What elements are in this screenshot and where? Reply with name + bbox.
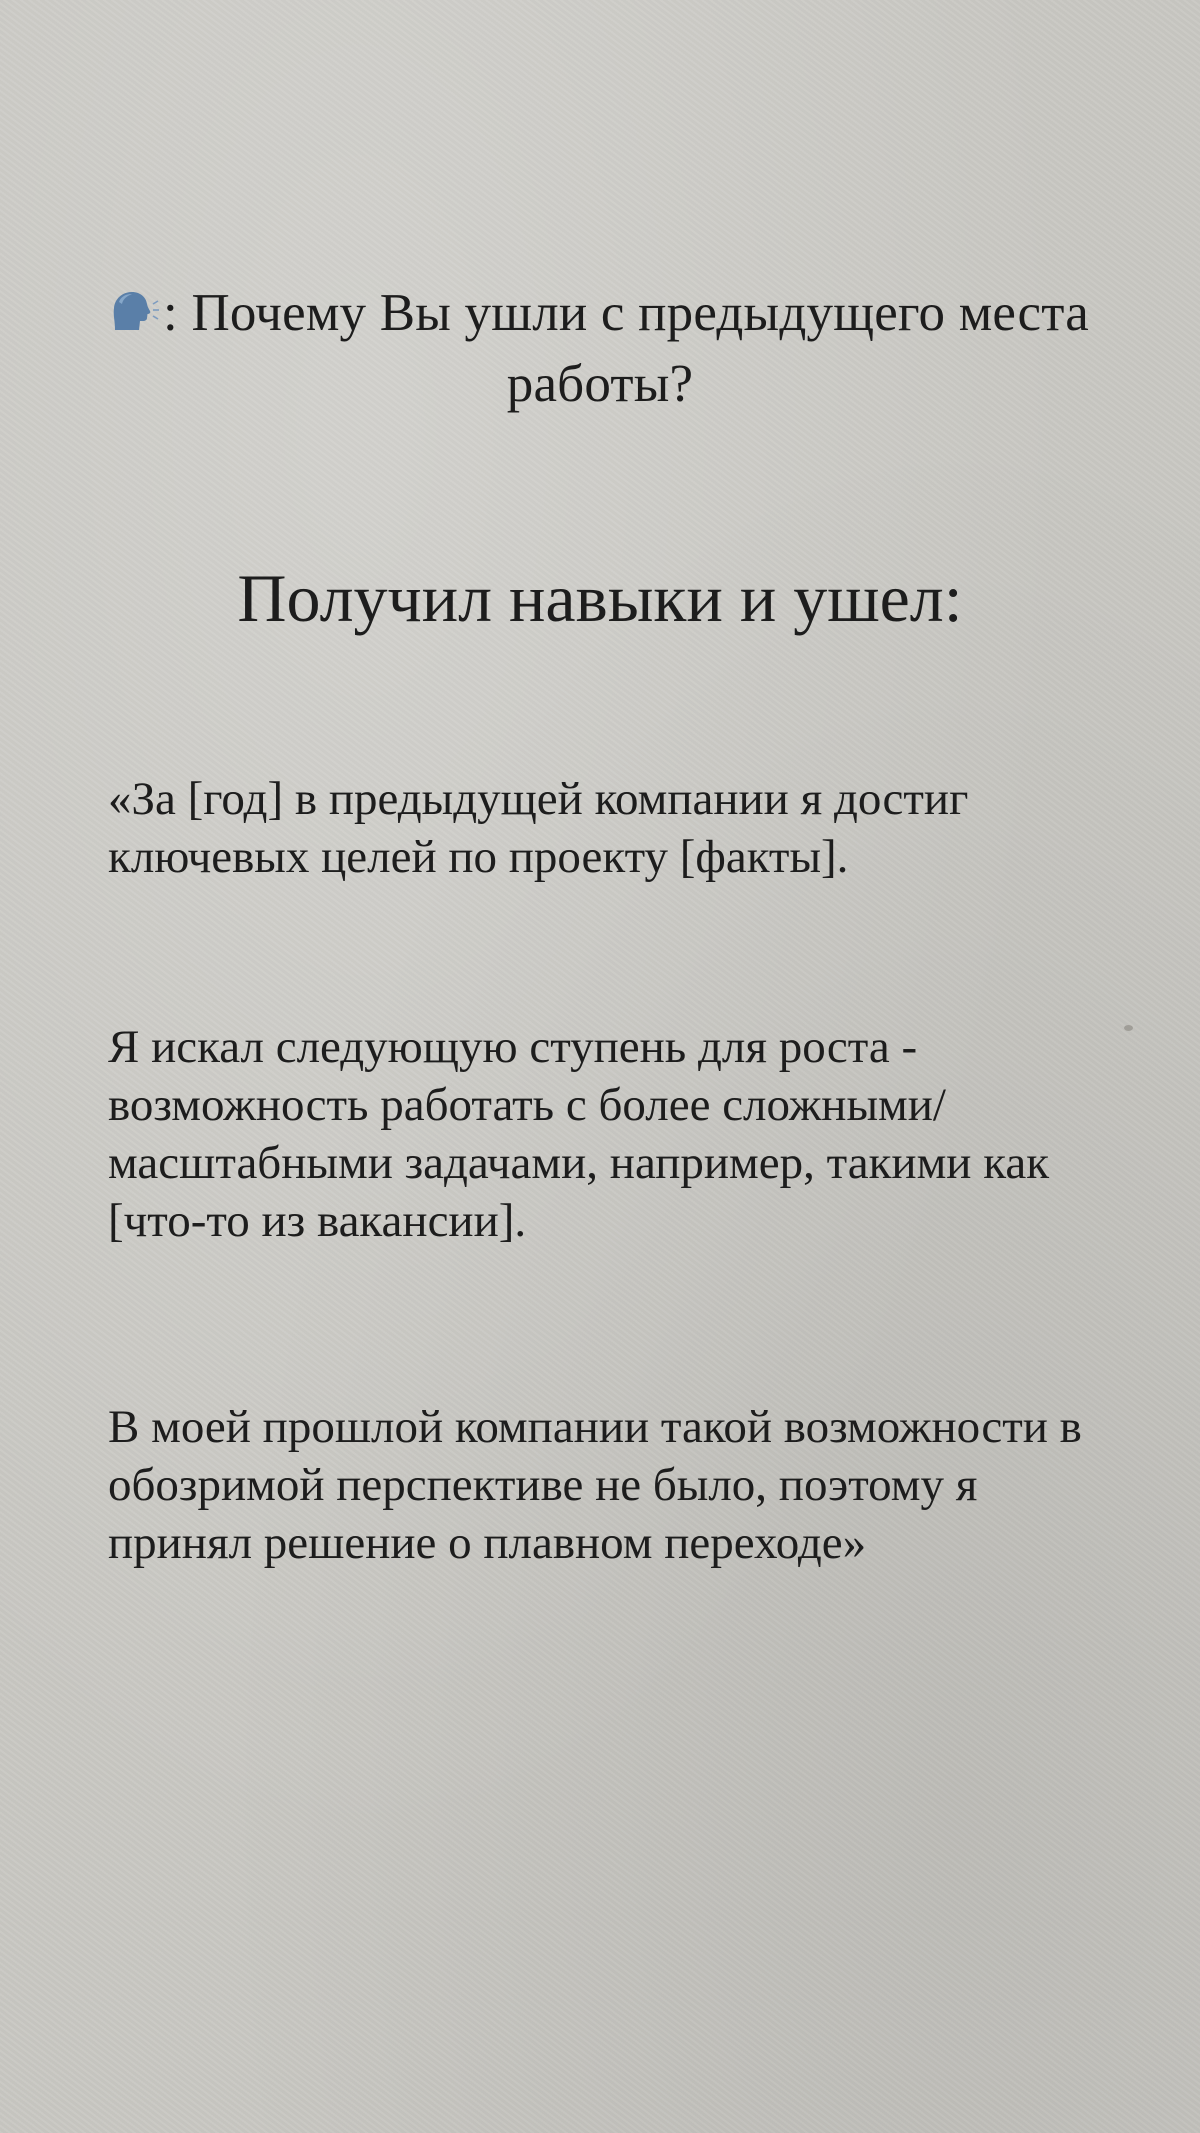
question-text: Почему Вы ушли с предыдущего места работы?	[191, 284, 1089, 413]
answer-paragraph-3: В моей прошлой компании такой возможности в обозримой перспективе не было, поэтому я принял решение о плавном переходе»	[108, 1401, 1082, 1569]
paper-speck	[1124, 1025, 1133, 1031]
answer-paragraph-1: «За [год] в предыдущей компании я достиг ключевых целей по проекту [факты].	[108, 773, 969, 883]
answer-title: Получил навыки и ушел:	[237, 560, 963, 636]
question-heading	[100, 278, 1100, 420]
question-separator: :	[163, 284, 178, 342]
answer-paragraph-2: Я искал следующую ступень для роста - возможность работать с более сложными/масштабными задачами, например, такими как [что-то из вакансии].	[108, 1021, 1050, 1247]
speaking-head-icon	[111, 290, 161, 334]
